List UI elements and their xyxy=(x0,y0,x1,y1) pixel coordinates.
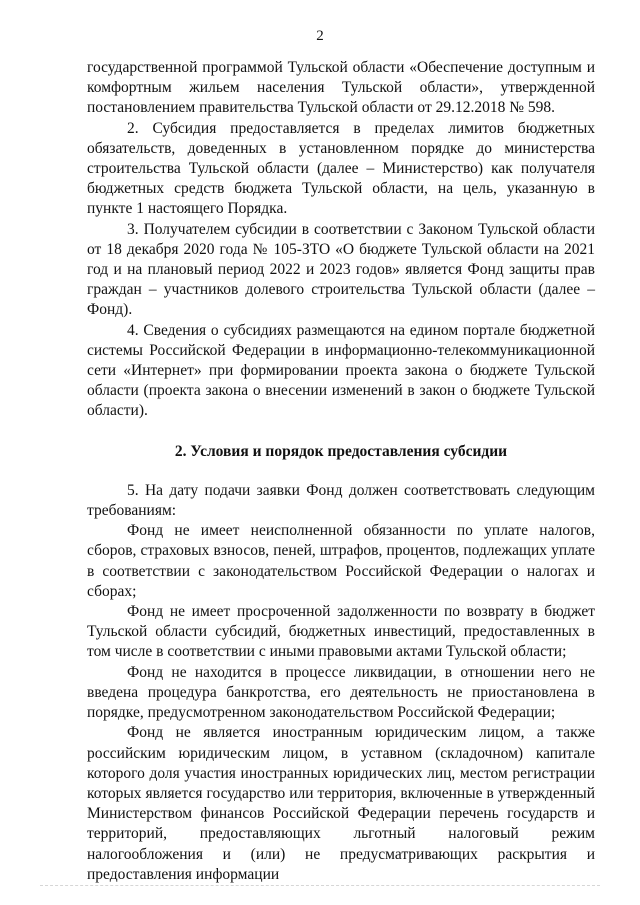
document-body xyxy=(87,58,595,885)
requirement-taxes: Фонд не имеет неисполненной обязанности по уплате налогов, сборов, страховых взносов, пеней, штрафов, процентов, подлежащих уплате в соответствии с законодательством Российской Федерации о налогах и сборах; xyxy=(87,522,595,600)
paragraph-item-2: 2. Субсидия предоставляется в пределах лимитов бюджетных обязательств, доведенных в установленном порядке до министерства строительства Тульской области (далее – Министерство) как получателя бюджетных средств бюджета Тульской области, на цель, указанную в пункте 1 настоящего Порядка. xyxy=(87,119,595,218)
scan-artifact-line xyxy=(40,885,600,888)
requirement-debt: Фонд не имеет просроченной задолженности по возврату в бюджет Тульской области субсидий, бюджетных инвестиций, предоставленных в том числе в соответствии с иными правовыми актами Тульской области; xyxy=(87,603,595,661)
requirement-liquidation: Фонд не находится в процессе ликвидации, в отношении него не введена процедура банкротства, его деятельность не приостановлена в порядке, предусмотренном законодательством Российской Федерации; xyxy=(87,663,595,722)
paragraph-item-5: 5. На дату подачи заявки Фонд должен соответствовать следующим требованиям: xyxy=(87,481,595,520)
paragraph-item-3: 3. Получателем субсидии в соответствии с Законом Тульской области от 18 декабря 2020 года № 105-ЗТО «О бюджете Тульской области на 2021 год и на плановый период 2022 и 2023 годов» является Фонд защиты прав граждан – участников долевого строительства Тульской области (далее – Фонд). xyxy=(87,220,595,319)
requirement-foreign-entity: Фонд не является иностранным юридическим лицом, а также российским юридическим лицом, в уставном (складочном) капитале которого доля участия иностранных юридических лиц, местом регистрации которых является государство или территория, включенные в утвержденный Министерством финансов Российской Федерации перечень государств и территорий, предоставляющих льготный налоговый режим налогообложения и (или) не предусматривающих раскрытия и предоставления информации xyxy=(87,724,595,883)
paragraph-item-4: 4. Сведения о субсидиях размещаются на едином портале бюджетной системы Российской Федерации в информационно-телекоммуникационной сети «Интернет» при формировании проекта закона о бюджете Тульской области (проекта закона о внесении изменений в закон о бюджете Тульской области). xyxy=(87,321,595,420)
section-heading: 2. Условия и порядок предоставления субсидии xyxy=(174,442,508,460)
page-number: 2 xyxy=(316,28,324,44)
paragraph-continuation: государственной программой Тульской области «Обеспечение доступным и комфортным жильем населения Тульской области», утвержденной постановлением правительства Тульской области от 29.12.2018 № 598. xyxy=(87,59,595,117)
